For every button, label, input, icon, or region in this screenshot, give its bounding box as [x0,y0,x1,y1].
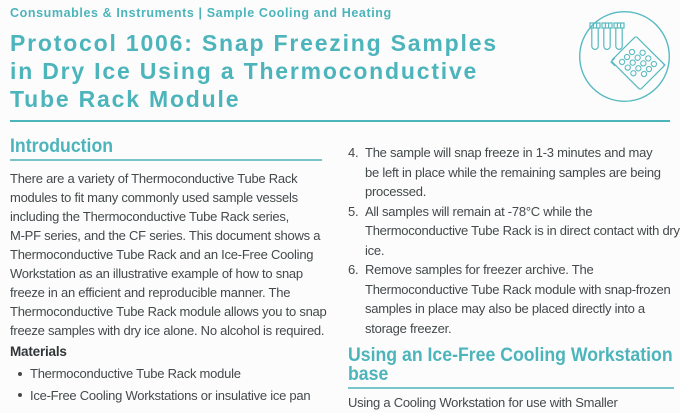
page-title-line: Protocol 1006: Snap Freezing Samples [10,30,498,56]
left-column [10,136,327,405]
section-heading-workstation [348,346,674,384]
paragraph-line: freeze samples with dry ice alone. No alcohol is required. [10,323,325,338]
paragraph-line: Workstation as an illustrative example of how to snap [10,266,303,281]
page-title [10,29,498,113]
step-text [365,202,680,261]
materials-list [10,364,322,405]
section-heading-introduction [10,137,322,156]
right-column [348,137,680,413]
step-line: The sample will snap freeze in 1-3 minutes and may [365,145,653,160]
header-divider [10,120,670,122]
step-line: storage freezer. [365,320,452,336]
paragraph-line: freeze in an efficient and reproducible manner. The [10,285,291,300]
step-line: Thermoconductive Tube Rack is in direct contact with dry [365,223,680,238]
paragraph-line: Thermoconductive Tube Rack and an Ice-Free Cooling [10,247,314,262]
section-heading-underline [10,159,322,161]
step-item [348,260,674,338]
list-item [10,386,322,405]
step-number: 6. [348,262,359,277]
paragraph-line: M-PF series, and the CF series. This document shows a [10,228,321,243]
page-title-line: Tube Rack Module [10,86,241,112]
list-item-text: Ice-Free Cooling Workstations or insulative ice pan [30,387,311,403]
step-line: be left in place while the remaining samples are being [365,164,661,180]
step-line: ice. [365,242,385,258]
step-text [365,260,670,338]
list-item [10,364,322,383]
step-item [348,143,674,202]
section-heading-text: Using an Ice-Free Cooling Workstation [348,345,673,366]
bullet-icon [18,393,22,397]
section-heading-text: Introduction [10,136,114,157]
page-title-line: in Dry Ice Using a Thermoconductive [10,58,479,84]
materials-heading: Materials [10,344,67,359]
step-item [348,202,680,261]
step-line: samples in place may also be placed directly into a [365,301,645,316]
numbered-steps [348,143,680,338]
step-text [365,143,661,202]
step-line: processed. [365,184,427,199]
step-number: 4. [348,145,359,160]
section-heading-underline [348,387,674,389]
paragraph-line: Thermoconductive Tube Rack module allows you to snap [10,304,327,319]
step-line: Remove samples for freezer archive. The [365,262,594,277]
section-heading-text: base [348,364,389,385]
paragraph-line: modules to fit many commonly used sample vessels [10,190,298,205]
paragraph-line: including the Thermoconductive Tube Rack series, [10,209,289,224]
step-line: Thermoconductive Tube Rack module with snap-frozen [365,281,671,297]
step-line: All samples will remain at -78°C while the [365,203,593,219]
workstation-paragraph [348,393,674,413]
paragraph-line: Using a Cooling Workstation for use with Smaller [348,395,618,410]
paragraph-line: There are a variety of Thermoconductive Tube Rack [10,171,298,186]
breadcrumb: Consumables & Instruments | Sample Cooling and Heating [10,6,392,20]
bullet-icon [18,372,22,376]
introduction-paragraph [10,169,327,340]
list-item-text: Thermoconductive Tube Rack module [30,366,241,381]
tubes-and-microplate-icon [578,10,671,103]
step-number: 5. [348,203,359,219]
